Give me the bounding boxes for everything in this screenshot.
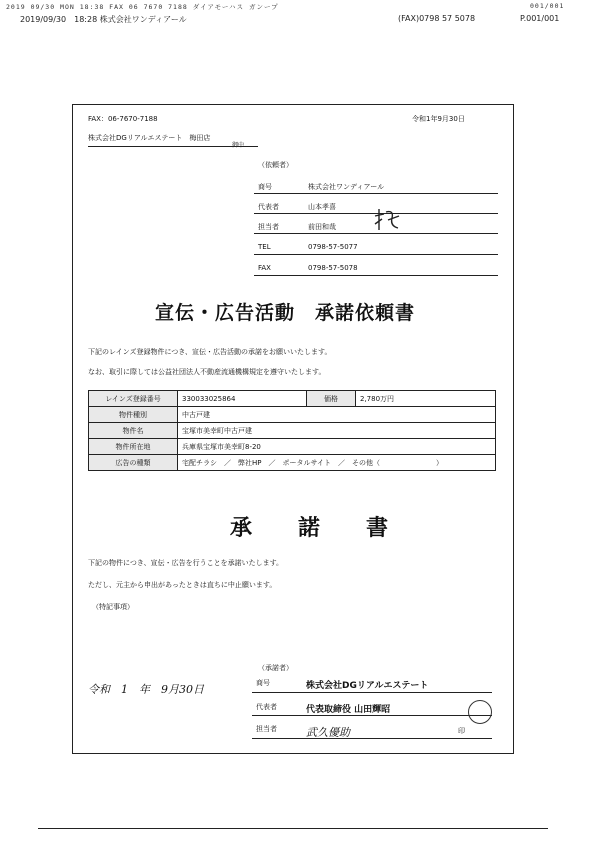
consent-text: 下記の物件につき、宣伝・広告を行うことを承諾いたします。	[88, 559, 284, 567]
addressee-underline	[88, 146, 258, 147]
table-row	[89, 439, 496, 455]
sender-label: 担当者	[258, 223, 279, 231]
reins-value: 330033025864	[178, 391, 307, 407]
name-value: 宝塚市美幸町中古戸建	[178, 423, 496, 439]
document-date: 令和1年9月30日	[412, 115, 465, 123]
consentor-caption: （承諾者）	[258, 664, 293, 672]
consentor-label: 代表者	[256, 703, 277, 711]
address-label: 物件所在地	[89, 439, 178, 455]
consentor-value: 代表取締役 山田輝昭	[306, 705, 391, 715]
handwritten-signature-icon	[372, 206, 402, 234]
table-row	[89, 423, 496, 439]
sender-value: 前田和哉	[308, 223, 336, 231]
sender-label: TEL	[258, 243, 271, 251]
intro-text-2: なお、取引に際しては公益社団法人不動産流通機構規定を遵守いたします。	[88, 368, 326, 376]
sender-value: 株式会社ワンディアール	[308, 183, 385, 191]
sender-label: 代表者	[258, 203, 279, 211]
address-value: 兵庫県宝塚市美幸町8-20	[178, 439, 496, 455]
special-notes: （特記事項）	[92, 603, 134, 611]
consentor-label: 商号	[256, 679, 270, 687]
fax-header-page: 001/001	[530, 2, 565, 10]
table-row	[89, 391, 496, 407]
sender-value: 0798-57-5077	[308, 243, 358, 251]
table-row	[89, 455, 496, 471]
sender-label: 商号	[258, 183, 272, 191]
bottom-rule	[38, 828, 548, 829]
reins-label: レインズ登録番号	[89, 391, 178, 407]
document-title: 宣伝・広告活動 承諾依頼書	[155, 302, 416, 324]
intro-text: 下記のレインズ登録物件につき、宣伝・広告活動の承諾をお願いいたします。	[88, 348, 332, 356]
company-seal-icon	[468, 700, 492, 724]
consent-title: 承諾書	[230, 515, 435, 541]
type-label: 物件種別	[89, 407, 178, 423]
sender-value: 0798-57-5078	[308, 264, 358, 272]
price-value: 2,780万円	[356, 391, 496, 407]
ad-type-value: 宅配チラシ ／ 弊社HP ／ ポータルサイト ／ その他（ ）	[178, 455, 496, 471]
sender-caption: （依頼者）	[258, 161, 293, 169]
type-value: 中古戸建	[178, 407, 496, 423]
consent-date: 令和 1 年 9月30日	[88, 683, 204, 696]
fax-header-line1: 2019 09/30 MON 18:38 FAX 06 7670 7188 ダイアモーハス ガンープ	[6, 3, 279, 11]
price-label: 価格	[307, 391, 356, 407]
consentor-value: 株式会社DGリアルエステート	[306, 681, 429, 691]
fax-to: FAX：06-7670-7188	[88, 115, 158, 123]
consentor-value: 武久優助	[306, 726, 350, 739]
table-row	[89, 407, 496, 423]
consentor-label: 担当者	[256, 725, 277, 733]
ad-type-label: 広告の種類	[89, 455, 178, 471]
fax-header-number: (FAX)0798 57 5078	[398, 14, 476, 23]
addressee-suffix: 御中	[232, 142, 245, 149]
consent-text-2: ただし、元主から申出があったときは直ちに中止願います。	[88, 581, 277, 589]
sender-value: 山本孝喜	[308, 203, 336, 211]
seal-mark: 印	[458, 727, 465, 735]
name-label: 物件名	[89, 423, 178, 439]
addressee: 株式会社DGリアルエステート 梅田店	[88, 134, 211, 142]
fax-header-page-count: P.001/001	[520, 14, 560, 23]
property-table	[88, 390, 496, 471]
fax-header-sender: 2019/09/30 18:28 株式会社ワンディアール	[20, 15, 187, 24]
sender-label: FAX	[258, 264, 271, 272]
